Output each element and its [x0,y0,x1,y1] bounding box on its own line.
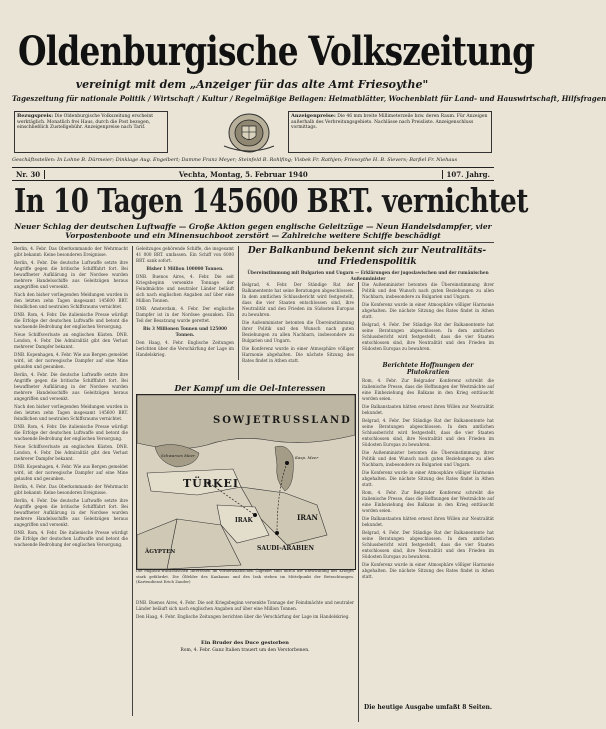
coat-of-arms-emblem [214,112,284,154]
article-paragraph: Die Balkanstaaten hätten erneut ihren Willen zur Neutralität bekundet. [362,404,494,415]
subscription-info-box [14,111,168,153]
divider-rule [12,242,494,243]
balkan-column-right [362,282,494,360]
balkan-section-title: Der Balkanbund bekennt sich zur Neutralitäts- und Friedenspolitik [247,246,487,267]
column-divider [238,246,239,380]
map-label-saudi-arabia: SAUDI-ARABIEN [257,545,314,552]
plutocracies-article [362,378,494,700]
dateline-bar [12,167,494,181]
article-paragraph: DNB. Rom, 4. Febr. Die italienische Presse würdigt die Erfolge der deutschen Luftwaffe und betont die wachsende Bedrohung der englischen Versorgung. [14,530,128,547]
ad-rates-info-text: Die 46 mm breite Millimeterzeile bzw. deren Raum. Für Anzeigen außerhalb des Verbreitungsgebiets. Nachlässe nach Preisliste. Anzeigenschluss vormittags. [291,114,488,130]
article-paragraph: DNB. Amsterdam, 4. Febr. Der englische Dampfer ist in der Nordsee gesunken. Ein Teil der Besatzung wurde gerettet. [136,306,234,323]
article-paragraph: Die Außenminister betonten die Übereinstimmung ihrer Politik und den Wunsch nach guten Beziehungen zu allen Nachbarn, insbesondere zu Bulgarien und Ungarn. [362,450,494,467]
article-paragraph: Neue Schiffsverluste an englischen Küsten. DNB. London, 4. Febr. Die Admiralität gibt den Verlust mehrerer Dampfer bekannt. [14,332,128,349]
map-label-black-sea: Schwarzes Meer [161,453,195,458]
bottom-notice-headline: Ein Bruder des Duce gestorben [201,640,289,646]
article-paragraph: Berlin, 4. Febr. Die deutsche Luftwaffe setzte ihre Angriffe gegen die britische Schifffahrt fort. Bei bewaffneter Aufklärung in der Nordsee wurden mehrere Handelsschiffe aus Geleitzügen heraus angegriffen und versenkt. [14,260,128,289]
map-title: Der Kampf um die Oel-Interessen [174,383,326,393]
masthead-tagline: Tageszeitung für nationale Politik / Wirtschaft / Kultur / Regelmäßige Beilagen: Heimatblätter, Wochenblatt für Land- und Hauswirtschaft, Hilfsfragen [12,94,606,103]
article-paragraph: Die Konferenz wurde in einer Atmosphäre völliger Harmonie abgehalten. Die nächste Sitzung des Rates findet in Athen statt. [362,470,494,487]
article-paragraph: Nach den bisher vorliegenden Meldungen wurden in den letzten zehn Tagen insgesamt 145600 BRT. feindlichen und neutralen Schiffsraums vernichtet. [14,292,128,309]
article-paragraph: Nach den bisher vorliegenden Meldungen wurden in den letzten zehn Tagen insgesamt 145600 BRT. feindlichen und neutralen Schiffsraums vernichtet. [14,404,128,421]
main-headline: In 10 Tagen 145600 BRT. vernichtet [14,181,528,220]
article-paragraph: DNB. Rom, 4. Febr. Die italienische Presse würdigt die Erfolge der deutschen Luftwaffe und betont die wachsende Bedrohung der englischen Versorgung. [14,312,128,329]
article-paragraph: Die Konferenz wurde in einer Atmosphäre völliger Harmonie abgehalten. Die nächste Sitzung des Rates findet in Athen statt. [242,346,354,363]
article-paragraph: Rom, 4. Febr. Zur Belgrader Konferenz schreibt die italienische Presse, dass die Hoffnungen der Westmächte auf eine Einbeziehung des Balkans in den Krieg enttäuscht worden seien. [362,378,494,401]
article-paragraph: DNB. Buenos Aires, 4. Febr. Die seit Kriegsbeginn versenkte Tonnage der Feindmächte und neutraler Länder beläuft sich nach englischen Angaben auf über eine Million Tonnen. [136,600,354,611]
balkan-column-left [242,282,354,378]
bottom-notice [136,640,354,654]
map-label-iraq: IRAK [235,517,253,524]
map-label-egypt: ÄGYPTEN [145,549,176,555]
article-column-2-lower [136,600,354,636]
newspaper-masthead: Oldenburgische Volkszeitung [18,28,535,75]
article-subheading: Bis 3 Millionen Tonnen und 125000 Tonnen. [143,326,227,337]
subscription-info-text: Die Oldenburgische Volkszeitung erscheint werktäglich. Monatlich frei Haus, durch die Post bezogen, einschließlich Zustellgebühr. Anzeigenpreise nach Tarif. [17,114,154,130]
article-paragraph: Neue Schiffsverluste an englischen Küsten. DNB. London, 4. Febr. Die Admiralität gibt den Verlust mehrerer Dampfer bekannt. [14,444,128,461]
article-paragraph: Berlin, 4. Febr. Die deutsche Luftwaffe setzte ihre Angriffe gegen die britische Schifffahrt fort. Bei bewaffneter Aufklärung in der Nordsee wurden mehrere Handelsschiffe aus Geleitzügen heraus angegriffen und versenkt. [14,372,128,401]
branch-offices-line: Geschäftsstellen: In Lohne B. Dürmeier; Dinklage Aug. Engelbert; Damme Franz Meyer; Steinfeld B. Rohlfing; Visbek Fr. Rathjen; Friesoythe H. B. Sievers; Barßel Fr. Niehaus [12,157,458,163]
article-paragraph: Belgrad, 4. Febr. Der Ständige Rat der Balkanentente hat seine Beratungen abgeschlossen. In dem amtlichen Schlussbericht wird festgestellt, dass die vier Staaten entschlossen sind, ihre Neutralität und den Frieden im Südosten Europas zu bewahren. [362,530,494,559]
article-paragraph: Belgrad, 4. Febr. Der Ständige Rat der Balkanentente hat seine Beratungen abgeschlossen. In dem amtlichen Schlussbericht wird festgestellt, dass die vier Staaten entschlossen sind, ihre Neutralität und den Frieden im Südosten Europas zu bewahren. [362,322,494,351]
article-paragraph: Die Außenminister betonten die Übereinstimmung ihrer Politik und den Wunsch nach guten Beziehungen zu allen Nachbarn, insbesondere zu Bulgarien und Ungarn. [242,320,354,343]
ad-rates-info-title: Anzeigenpreise: [291,113,336,119]
article-paragraph: Belgrad, 4. Febr. Der Ständige Rat der Balkanentente hat seine Beratungen abgeschlossen. In dem amtlichen Schlussbericht wird festgestellt, dass die vier Staaten entschlossen sind, ihre Neutralität und den Frieden im Südosten Europas zu bewahren. [362,418,494,447]
issue-number: Nr. 30 [12,170,45,179]
article-paragraph: Den Haag, 4. Febr. Englische Zeitungen berichten über die Verschärfung der Lage im Handelskrieg. [136,614,350,619]
map-caption: Die englisch-französischen Interessen im vorderasiatischen Ölgebiet sind durch die Entwicklung des Krieges stark gefährdet. Die Ölfelder des Kaukasus und des Irak stehen im Mittelpunkt der Betrachtungen. (Kartendienst Erich Zander) [136,568,354,585]
ad-rates-info-box [288,111,492,153]
article-paragraph: Den Haag, 4. Febr. Englische Zeitungen berichten über die Verschärfung der Lage im Handelskrieg. [136,340,234,357]
article-paragraph: Geleitzuges gehörende Schiffe, die insgesamt 41 000 BRT. umfassen. Ein Schiff von 6000 BRT. sank sofort. [136,246,234,263]
balkan-section-subtitle: Übereinstimmung mit Bulgarien und Ungarn — Erklärungen der jugoslawischen und der rumänischen Außenminister [247,270,489,281]
map-label-soviet-union: SOWJETRUSSLAND [213,415,352,426]
article-column-2 [136,246,234,380]
masthead-subtitle: vereinigt mit dem „Anzeiger für das alte Amt Friesoythe" [75,78,429,91]
plutocracies-section-title: Berichtete Hoffnungen der Plutokratien [382,362,474,376]
article-paragraph: Berlin, 4. Febr. Die deutsche Luftwaffe setzte ihre Angriffe gegen die britische Schifffahrt fort. Bei bewaffneter Aufklärung in der Nordsee wurden mehrere Handelsschiffe aus Geleitzügen heraus angegriffen und versenkt. [14,498,128,527]
article-paragraph: Die Balkanstaaten hätten erneut ihren Willen zur Neutralität bekundet. [362,516,494,527]
issue-date: Vechta, Montag, 5. Februar 1940 [178,169,308,179]
article-column-1 [14,246,128,716]
article-paragraph: Berlin, 4. Febr. Das Oberkommando der Wehrmacht gibt bekannt: Keine besonderen Ereignisse. [14,246,128,257]
map-label-caspian-sea: Kasp. Meer [295,455,319,460]
map-label-iran: IRAN [297,513,318,522]
article-paragraph: DNB. Buenos Aires, 4. Febr. Die seit Kriegsbeginn versenkte Tonnage der Feindmächte und neutraler Länder beläuft sich nach englischen Angaben auf über eine Million Tonnen. [136,274,234,303]
article-subheading: Bisher 1 Million 100000 Tonnen. [146,266,224,271]
article-paragraph: Die Konferenz wurde in einer Atmosphäre völliger Harmonie abgehalten. Die nächste Sitzung des Rates findet in Athen statt. [362,562,494,579]
volume-year: 107. Jahrg. [442,170,494,179]
map-label-turkey: TÜRKEI [183,477,240,490]
article-paragraph: DNB. Rom, 4. Febr. Die italienische Presse würdigt die Erfolge der deutschen Luftwaffe und betont die wachsende Bedrohung der englischen Versorgung. [14,424,128,441]
article-paragraph: Belgrad, 4. Febr. Der Ständige Rat der Balkanentente hat seine Beratungen abgeschlossen. In dem amtlichen Schlussbericht wird festgestellt, dass die vier Staaten entschlossen sind, ihre Neutralität und den Frieden im Südosten Europas zu bewahren. [242,282,354,317]
article-paragraph: Die Außenminister betonten die Übereinstimmung ihrer Politik und den Wunsch nach guten Beziehungen zu allen Nachbarn, insbesondere zu Bulgarien und Ungarn. [362,282,494,299]
article-paragraph: DNB. Kopenhagen, 4. Febr. Wie aus Bergen gemeldet wird, ist der norwegische Dampfer auf eine Mine gelaufen und gesunken. [14,464,128,481]
subscription-info-title: Bezugspreis: [17,113,54,119]
main-subheadline: Neuer Schlag der deutschen Luftwaffe — Große Aktion gegen englische Geleitzüge — Neun Handelsdampfer, vier Vorpostenboote und ein Minensuchboot zerstört — Zahlreiche weitere Schiffe beschädigt [14,222,492,240]
article-paragraph: Berlin, 4. Febr. Das Oberkommando der Wehrmacht gibt bekannt: Keine besonderen Ereignisse. [14,484,128,495]
article-paragraph: DNB. Kopenhagen, 4. Febr. Wie aus Bergen gemeldet wird, ist der norwegische Dampfer auf eine Mine gelaufen und gesunken. [14,352,128,369]
article-paragraph: Rom, 4. Febr. Zur Belgrader Konferenz schreibt die italienische Presse, dass die Hoffnungen der Westmächte auf eine Einbeziehung des Balkans in den Krieg enttäuscht worden seien. [362,490,494,513]
bottom-notice-text: Rom, 4. Febr. Ganz Italien trauert um den Verstorbenen. [180,648,310,653]
page-count-notice: Die heutige Ausgabe umfaßt 8 Seiten. [364,704,492,711]
article-paragraph: Die Konferenz wurde in einer Atmosphäre völliger Harmonie abgehalten. Die nächste Sitzung des Rates findet in Athen statt. [362,302,494,319]
column-divider [132,246,133,716]
column-divider [358,282,359,722]
oil-interests-map [136,394,356,570]
